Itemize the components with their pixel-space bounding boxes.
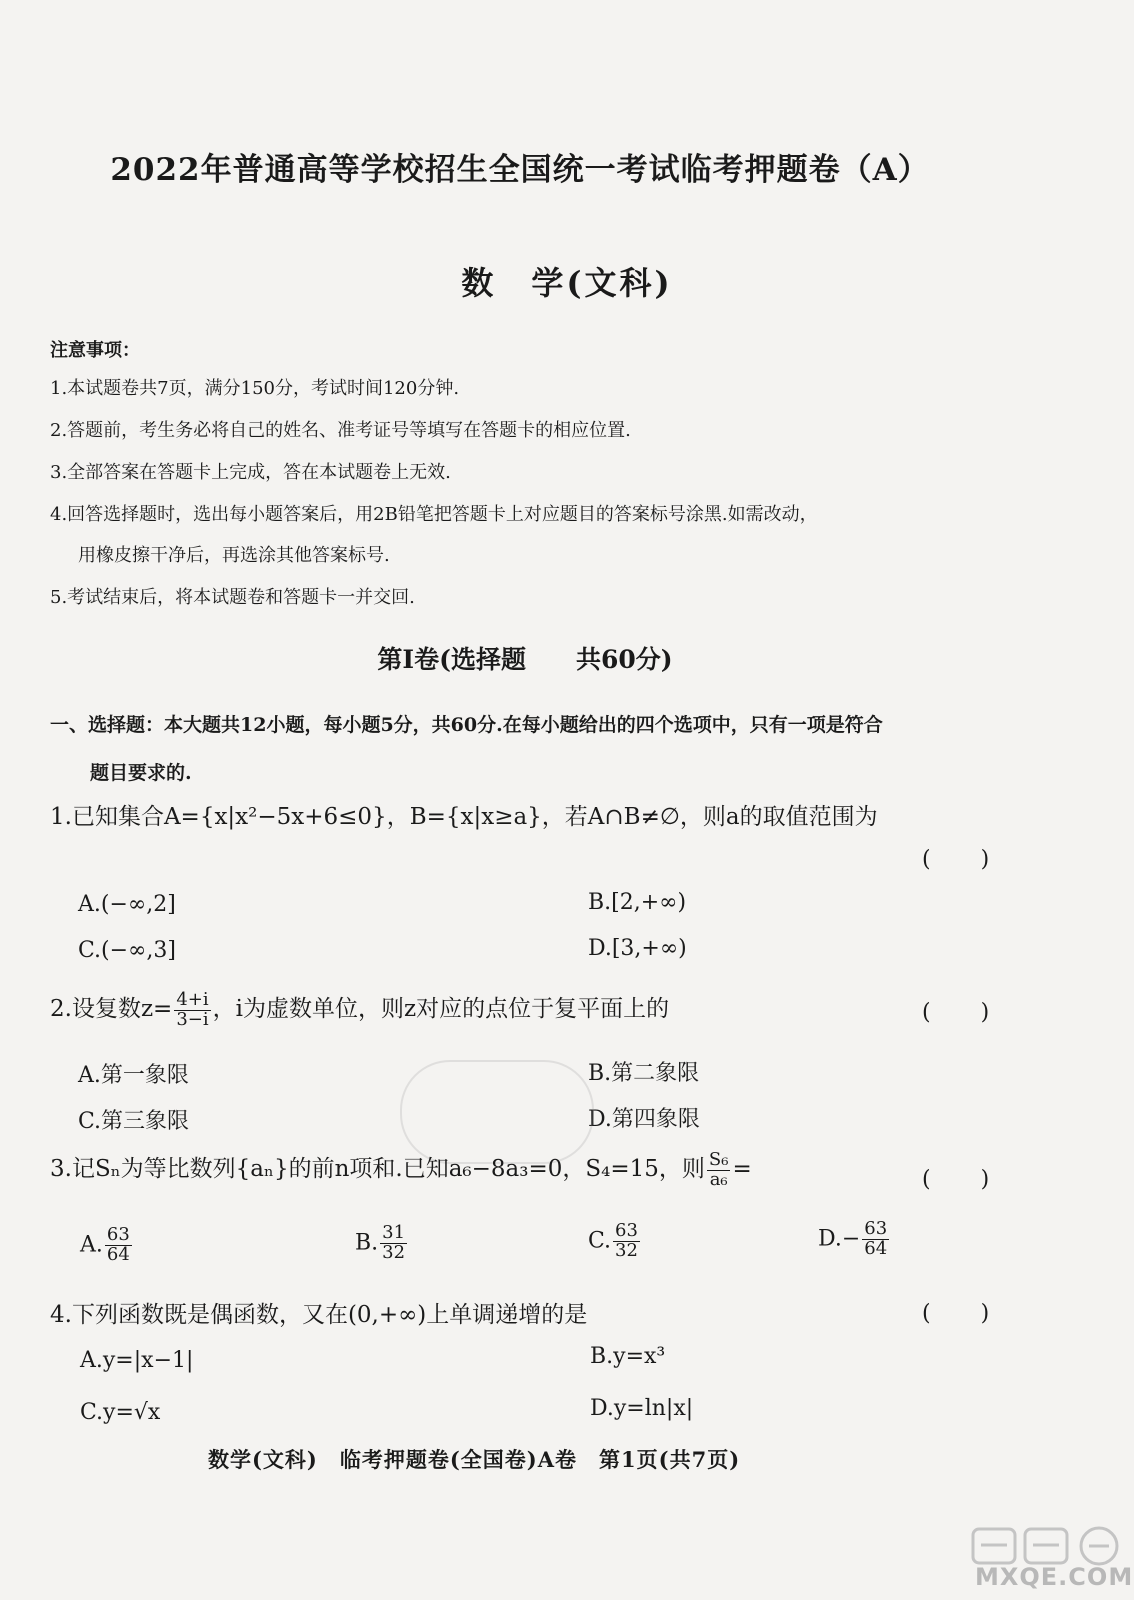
q2-option-c: C.第三象限	[78, 1109, 190, 1134]
exam-title: 2022年普通高等学校招生全国统一考试临考押题卷（A）	[110, 152, 930, 188]
question-3-stem	[50, 1150, 752, 1189]
q3-option-b-label: B.	[355, 1230, 379, 1256]
subject-title: 数 学(文科)	[461, 264, 673, 302]
q2-stem-prefix: 2.设复数z=	[50, 996, 173, 1022]
fraction-numerator: 63	[864, 1218, 888, 1239]
answer-paren: ( )	[922, 1301, 992, 1326]
q3-option-d	[818, 1220, 891, 1259]
q2-option-b: B.第二象限	[588, 1061, 700, 1086]
q2-option-a: A.第一象限	[78, 1063, 189, 1088]
note-item: 4.回答选择题时，选出每小题答案后，用2B铅笔把答题卡上对应题目的答案标号涂黑.如需改动，	[50, 504, 818, 525]
q3-option-d-fraction	[862, 1220, 889, 1259]
fraction-denominator: 64	[864, 1237, 888, 1259]
q4-option-d: D.y=ln|x|	[590, 1396, 694, 1421]
fraction-denominator: 32	[615, 1239, 638, 1261]
note-item: 1.本试题卷共7页，满分150分，考试时间120分钟.	[50, 378, 460, 399]
q3-option-b-fraction	[380, 1224, 407, 1263]
q1-option-b: B.[2,+∞)	[588, 890, 687, 915]
fraction-denominator: 32	[382, 1241, 406, 1263]
q2-fraction-numerator: 4+i	[176, 988, 209, 1010]
fraction-numerator: 31	[382, 1222, 406, 1243]
fraction-numerator: 63	[615, 1220, 638, 1241]
q1-option-c: C.(−∞,3]	[78, 938, 176, 963]
faint-stamp-mark	[400, 1060, 594, 1164]
q3-option-c-label: C.	[588, 1228, 612, 1254]
note-item: 3.全部答案在答题卡上完成，答在本试题卷上无效.	[50, 462, 451, 483]
q4-option-b: B.y=x³	[590, 1344, 666, 1369]
section-title: 第Ⅰ卷(选择题 共60分)	[377, 645, 673, 674]
answer-paren: ( )	[922, 1167, 992, 1192]
note-item-continuation: 用橡皮擦干净后，再选涂其他答案标号.	[78, 545, 390, 566]
q1-option-a: A.(−∞,2]	[78, 892, 176, 917]
fraction-denominator: 64	[106, 1243, 130, 1265]
q3-option-b	[355, 1224, 409, 1263]
part-one-intro: 一、选择题：本大题共12小题，每小题5分，共60分.在每小题给出的四个选项中，只有一项是符合	[50, 714, 883, 736]
notes-heading: 注意事项：	[50, 340, 140, 361]
q3-option-d-label: D.−	[818, 1226, 861, 1252]
q2-fraction	[174, 988, 210, 1030]
q3-option-c-fraction	[613, 1222, 640, 1261]
note-item: 5.考试结束后，将本试题卷和答题卡一并交回.	[50, 587, 415, 608]
note-item: 2.答题前，考生务必将自己的姓名、准考证号等填写在答题卡的相应位置.	[50, 420, 631, 441]
q4-option-a: A.y=|x−1|	[80, 1348, 194, 1373]
question-4-stem: 4.下列函数既是偶函数，又在(0,+∞)上单调递增的是	[50, 1302, 588, 1328]
question-2-stem	[50, 990, 669, 1029]
q3-stem-suffix: =	[732, 1156, 752, 1182]
q3-option-c	[588, 1222, 642, 1261]
part-one-intro-continuation: 题目要求的.	[90, 762, 192, 784]
q3-option-a	[80, 1226, 134, 1265]
q2-fraction-denominator: 3−i	[176, 1008, 209, 1030]
q3-fraction-denominator: a₆	[709, 1168, 728, 1190]
answer-paren: ( )	[922, 1000, 992, 1025]
q3-fraction	[707, 1148, 731, 1190]
fraction-numerator: 63	[106, 1224, 130, 1245]
question-1-stem: 1.已知集合A={x|x²−5x+6≤0}，B={x|x≥a}，若A∩B≠∅，则a的取值范围为	[50, 804, 878, 830]
q3-option-a-fraction	[105, 1226, 132, 1265]
q3-fraction-numerator: S₆	[708, 1148, 729, 1170]
q1-option-d: D.[3,+∞)	[588, 936, 687, 961]
q4-option-c: C.y=√x	[80, 1400, 161, 1425]
q2-option-d: D.第四象限	[588, 1107, 700, 1132]
watermark-text: MXQE.COM	[975, 1563, 1134, 1591]
page-footer: 数学(文科) 临考押题卷(全国卷)A卷 第1页(共7页)	[208, 1447, 741, 1472]
answer-paren: ( )	[922, 847, 992, 872]
q2-stem-suffix: ，i为虚数单位，则z对应的点位于复平面上的	[212, 996, 670, 1022]
q3-option-a-label: A.	[80, 1232, 103, 1258]
q3-stem-prefix: 3.记Sₙ为等比数列{aₙ}的前n项和.已知a₆−8a₃=0，S₄=15，则	[50, 1156, 705, 1182]
